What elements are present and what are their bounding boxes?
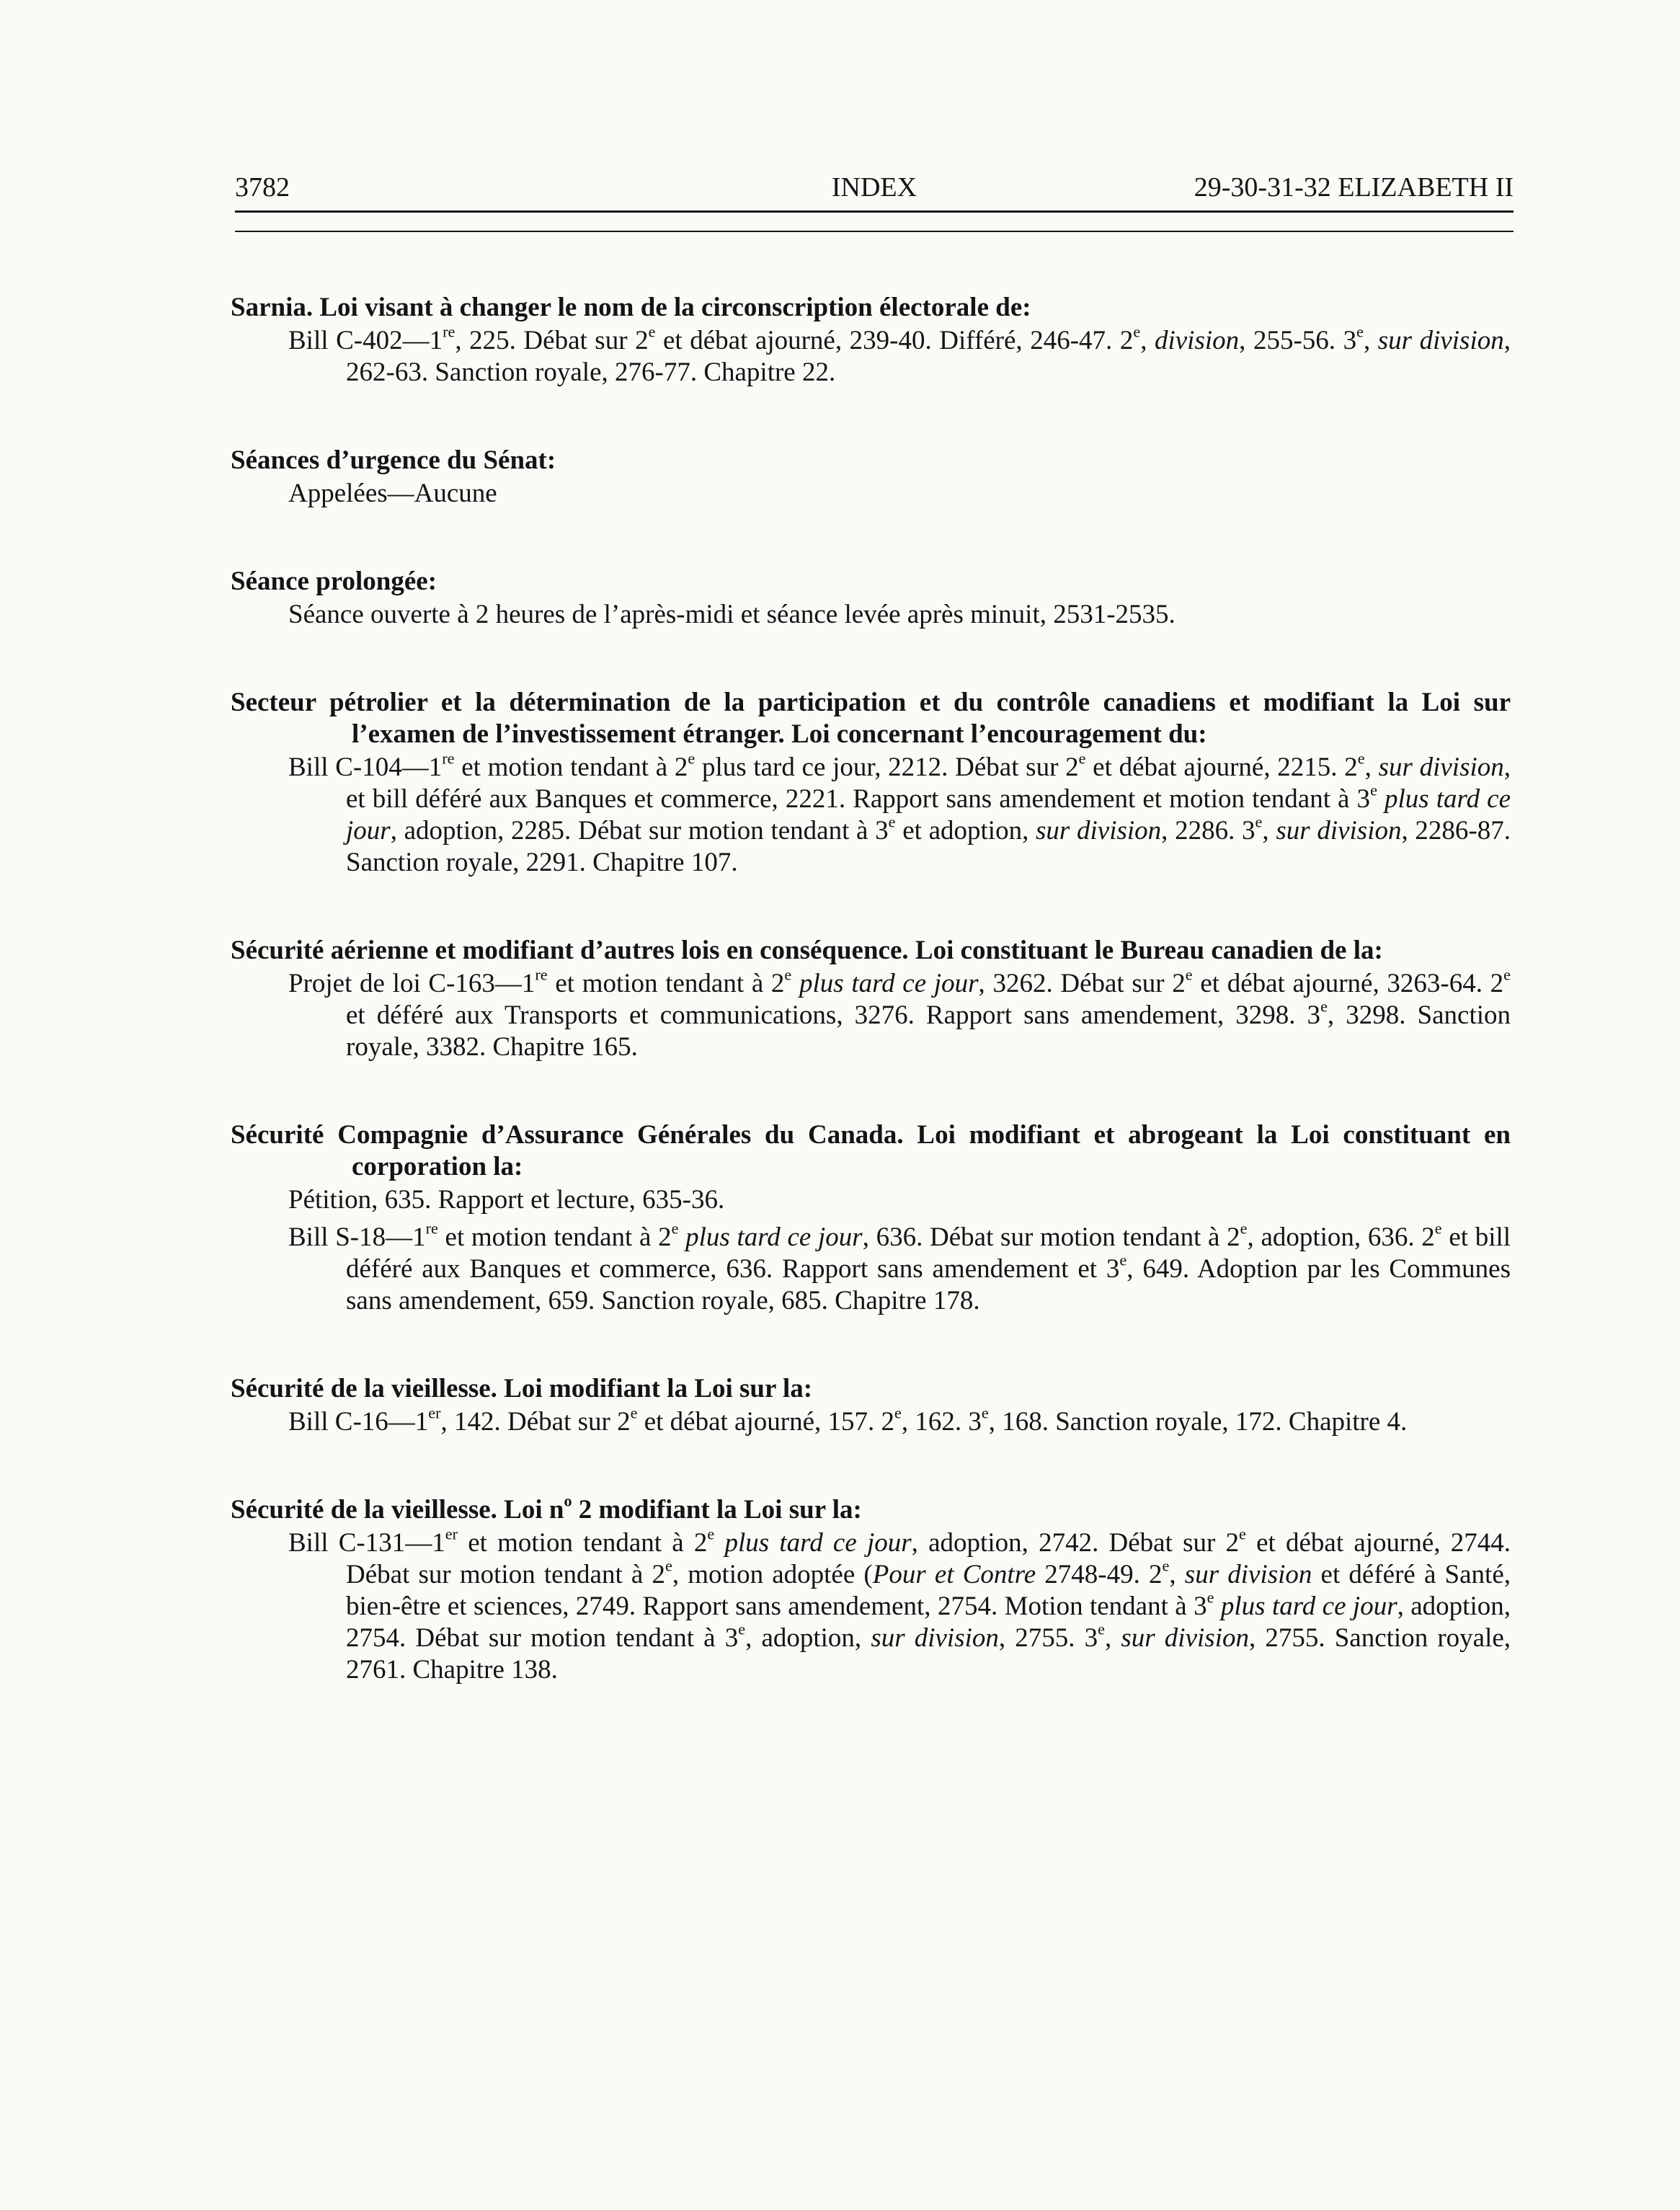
index-entries: [231, 292, 1511, 1742]
header-rule-top: [235, 210, 1514, 213]
header-rule-bottom: [235, 231, 1514, 232]
entry-subentry: Pétition, 635. Rapport et lecture, 635-36.: [288, 1185, 725, 1215]
entry-heading: Sécurité Compagnie d’Assurance Générales du Canada. Loi modifiant et abrogeant la Loi constituant en corporation la:: [231, 1120, 1511, 1181]
index-entry: [231, 935, 1511, 1063]
entry-subentry: Projet de loi C-163—1re et motion tendant à 2e plus tard ce jour, 3262. Débat sur 2e et débat ajourné, 3263-64. 2e et déféré aux Transports et communications, 3276. Rapport sans amendement, 3298. 3e, 3298. Sanction royale, 3382. Chapitre 165.: [288, 965, 1511, 1062]
entry-heading: Sécurité aérienne et modifiant d’autres lois en conséquence. Loi constituant le Bureau canadien de la:: [231, 936, 1383, 965]
entry-heading: Secteur pétrolier et la détermination de la participation et du contrôle canadiens et modifiant la Loi sur l’examen de l’investissement étranger. Loi concernant l’encouragement du:: [231, 688, 1511, 749]
entry-subentry: Bill C-16—1er, 142. Débat sur 2e et débat ajourné, 157. 2e, 162. 3e, 168. Sanction royale, 172. Chapitre 4.: [288, 1403, 1408, 1437]
entry-heading: Sarnia. Loi visant à changer le nom de la circonscription électorale de:: [231, 293, 1031, 322]
entry-subentry: Bill C-402—1re, 225. Débat sur 2e et débat ajourné, 239-40. Différé, 246-47. 2e, division, 255-56. 3e, sur division, 262-63. Sanction royale, 276-77. Chapitre 22.: [288, 322, 1511, 387]
index-entry: [231, 445, 1511, 510]
entry-heading: Séance prolongée:: [231, 567, 437, 596]
index-entry: [231, 687, 1511, 879]
entry-heading: Sécurité de la vieillesse. Loi $n^o$ 2 modifiant la Loi sur la:: [231, 1491, 862, 1525]
entry-subentry: Appelées—Aucune: [288, 479, 497, 508]
index-entry: [231, 1491, 1511, 1686]
header-title: INDEX: [831, 172, 917, 203]
entry-subentry: Bill C-131—1er et motion tendant à 2e plus tard ce jour, adoption, 2742. Débat sur 2e et débat ajourné, 2744. Débat sur motion tendant à 2e, motion adoptée (Pour et Contre 2748-49. 2e, sur division et déféré à Santé, bien-être et sciences, 2749. Rapport sans amendement, 2754. Motion tendant à 3e plus tard ce jour, adoption, 2754. Débat sur motion tendant à 3e, adoption, sur division, 2755. 3e, sur division, 2755. Sanction royale, 2761. Chapitre 138.: [288, 1525, 1511, 1685]
index-entry: [231, 566, 1511, 631]
index-entry: [231, 292, 1511, 389]
entry-subentry: Séance ouverte à 2 heures de l’après-midi et séance levée après minuit, 2531-2535.: [288, 600, 1175, 629]
index-entry: [231, 1373, 1511, 1438]
header-regnal-years: 29-30-31-32 ELIZABETH II: [1194, 172, 1514, 203]
entry-subentry: Bill C-104—1re et motion tendant à 2e plus tard ce jour, 2212. Débat sur 2e et débat ajourné, 2215. 2e, sur division, et bill déféré aux Banques et commerce, 2221. Rapport sans amendement et motion tendant à 3e plus tard ce jour, adoption, 2285. Débat sur motion tendant à 3e et adoption, sur division, 2286. 3e, sur division, 2286-87. Sanction royale, 2291. Chapitre 107.: [288, 749, 1511, 877]
entry-heading: Séances d’urgence du Sénat:: [231, 445, 556, 475]
index-entry: [231, 1119, 1511, 1317]
entry-heading: Sécurité de la vieillesse. Loi modifiant la Loi sur la:: [231, 1374, 813, 1403]
page-number: 3782: [235, 172, 290, 203]
entry-subentry: Bill S-18—1re et motion tendant à 2e plus tard ce jour, 636. Débat sur motion tendant à 2e, adoption, 636. 2e et bill déféré aux Banques et commerce, 636. Rapport sans amendement et 3e, 649. Adoption par les Communes sans amendement, 659. Sanction royale, 685. Chapitre 178.: [288, 1219, 1511, 1315]
page-header: [235, 172, 1514, 215]
